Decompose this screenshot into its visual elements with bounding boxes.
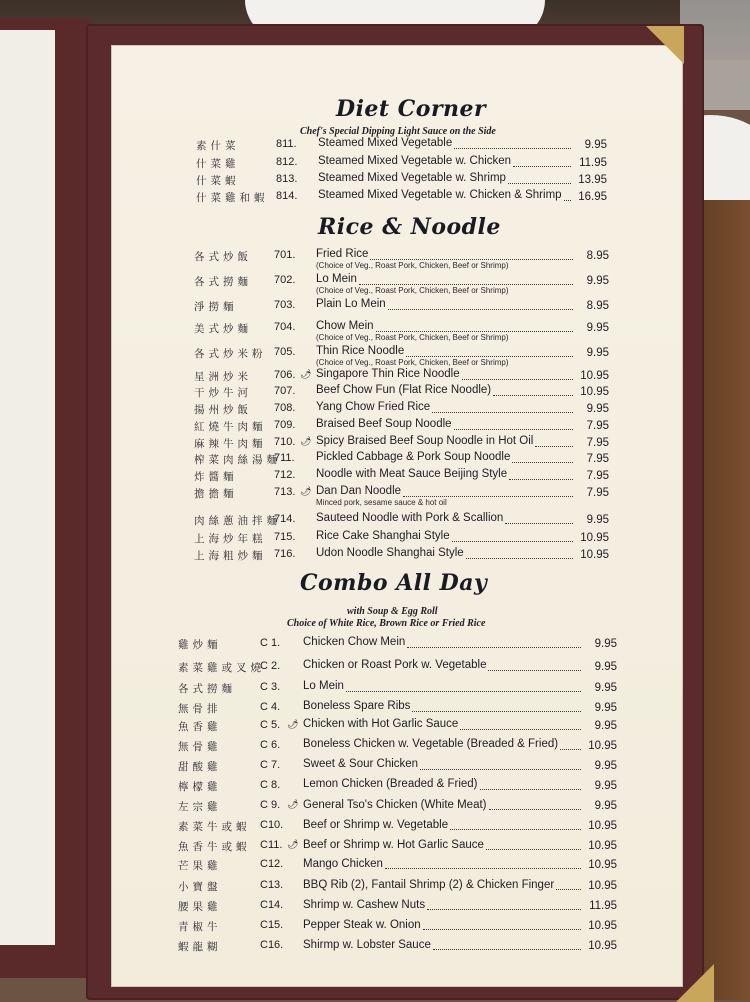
chinese-name: 炸醬麵 (194, 471, 238, 483)
dotted-leader (432, 412, 573, 413)
item-note: (Choice of Veg., Roast Pork, Chicken, Beef or Shrimp) (316, 286, 509, 295)
item-name: BBQ Rib (2), Fantail Shrimp (2) & Chicken Finger (303, 878, 555, 891)
chinese-name: 魚香牛或蝦 (178, 841, 251, 853)
item-price: 7.95 (586, 487, 609, 499)
item-price: 9.95 (586, 275, 609, 287)
item-price: 10.95 (588, 920, 617, 932)
chinese-name: 上海炒年糕 (194, 533, 267, 545)
item-price: 10.95 (588, 820, 617, 832)
chinese-name: 上海粗炒麵 (194, 550, 267, 562)
item-code: C 1. (260, 637, 281, 649)
item-code: C 9. (260, 799, 281, 811)
dotted-leader (462, 379, 573, 380)
item-name: General Tso's Chicken (White Meat) (303, 798, 487, 811)
dotted-leader (385, 868, 581, 869)
item-name: Dan Dan Noodle (316, 485, 402, 497)
chinese-name: 蝦龍糊 (178, 941, 222, 953)
item-price: 9.95 (594, 702, 617, 714)
item-code: 710. (274, 436, 296, 448)
dotted-leader (406, 356, 573, 357)
item-code: 703. (274, 299, 296, 311)
item-code: C14. (260, 899, 284, 911)
dotted-leader (376, 331, 573, 332)
chinese-name: 各式撈麵 (194, 276, 252, 288)
item-code: C 3. (260, 681, 281, 693)
dotted-leader (433, 949, 581, 950)
item-price: 7.95 (586, 453, 609, 465)
section-subtitle: with Soup & Egg Roll (347, 606, 438, 617)
item-name: Pickled Cabbage & Pork Soup Noodle (316, 451, 511, 463)
item-name: Boneless Chicken w. Vegetable (Breaded & Fried) (303, 738, 559, 751)
dotted-leader (346, 691, 581, 692)
item-code: C 6. (260, 739, 281, 751)
item-code: 811. (276, 138, 297, 150)
item-note: (Choice of Veg., Roast Pork, Chicken, Beef or Shrimp) (316, 358, 509, 367)
dotted-leader (407, 647, 581, 648)
item-name: Thin Rice Noodle (316, 345, 405, 357)
item-price: 7.95 (586, 420, 609, 432)
section-subtitle: Chef's Special Dipping Light Sauce on the Side (300, 126, 496, 137)
dotted-leader (509, 479, 573, 480)
chinese-name: 星洲炒米 (194, 371, 252, 383)
item-price: 10.95 (580, 370, 609, 382)
item-name: Beef or Shrimp w. Vegetable (303, 818, 449, 831)
chinese-name: 紅燒牛肉麵 (194, 421, 267, 433)
item-price: 9.95 (594, 682, 617, 694)
item-name: Sauteed Noodle with Pork & Scallion (316, 512, 504, 524)
chinese-name: 素菜雞或叉燒 (178, 662, 265, 674)
item-code: 716. (274, 548, 296, 560)
dotted-leader (488, 670, 581, 671)
item-price: 9.95 (594, 760, 617, 772)
item-code: 714. (274, 513, 296, 525)
section-subtitle: Choice of White Rice, Brown Rice or Fried Rice (287, 618, 486, 629)
item-name: Chicken Chow Mein (303, 636, 406, 648)
item-code: 704. (274, 321, 296, 333)
item-name: Yang Chow Fried Rice (316, 401, 431, 413)
item-name: Lemon Chicken (Breaded & Fried) (303, 778, 478, 791)
item-name: Steamed Mixed Vegetable w. Shrimp (318, 172, 506, 184)
item-code: C10. (260, 819, 284, 831)
item-name: Sweet & Sour Chicken (303, 758, 419, 771)
item-price: 9.95 (594, 780, 617, 792)
item-code: C11. (260, 839, 283, 851)
chinese-name: 各式炒米粉 (194, 348, 267, 360)
item-code: C15. (260, 919, 284, 931)
item-code: 706. (274, 369, 296, 381)
chinese-name: 各式炒飯 (194, 251, 252, 263)
item-name: Noodle with Meat Sauce Beijing Style (316, 468, 508, 480)
dotted-leader (412, 711, 581, 712)
item-price: 11.95 (579, 157, 607, 169)
item-code: C13. (260, 879, 284, 891)
chinese-name: 小寶盤 (178, 881, 222, 893)
dotted-leader (480, 789, 582, 790)
spicy-icon: 🌶 (300, 487, 312, 497)
dotted-leader (535, 446, 573, 447)
item-price: 16.95 (578, 191, 607, 203)
chinese-name: 什菜雞 (196, 158, 240, 170)
spicy-icon: 🌶 (300, 370, 312, 380)
dotted-leader (466, 558, 573, 559)
dotted-leader (420, 769, 581, 770)
dotted-leader (454, 148, 571, 149)
item-price: 10.95 (580, 532, 609, 544)
item-code: 705. (274, 346, 296, 358)
item-code: 814. (276, 190, 298, 202)
item-name: Udon Noodle Shanghai Style (316, 547, 464, 559)
dotted-leader (450, 829, 581, 830)
item-price: 9.95 (594, 720, 617, 732)
item-name: Beef Chow Fun (Flat Rice Noodle) (316, 384, 492, 396)
item-code: C 4. (260, 701, 281, 713)
item-note: (Choice of Veg., Roast Pork, Chicken, Beef or Shrimp) (316, 261, 509, 270)
item-name: Plain Lo Mein (316, 298, 386, 310)
dotted-leader (427, 909, 581, 910)
item-price: 8.95 (586, 300, 609, 312)
dotted-leader (513, 166, 571, 167)
spicy-icon: 🌶 (300, 437, 312, 447)
chinese-name: 麻辣牛肉麵 (194, 438, 267, 450)
item-name: Chicken with Hot Garlic Sauce (303, 718, 459, 731)
chinese-name: 淨撈麵 (194, 301, 238, 313)
item-code: 813. (276, 173, 298, 185)
item-code: 711. (274, 452, 295, 464)
item-name: Shirmp w. Lobster Sauce (303, 938, 431, 951)
dotted-leader (489, 809, 582, 810)
item-code: 715. (274, 531, 296, 543)
item-price: 9.95 (586, 322, 609, 334)
item-name: Pepper Steak w. Onion (303, 918, 421, 931)
item-code: C 5. (260, 719, 281, 731)
item-name: Fried Rice (316, 248, 369, 260)
dotted-leader (454, 429, 573, 430)
item-code: C12. (260, 858, 284, 870)
item-name: Singapore Thin Rice Noodle (316, 368, 460, 380)
item-code: 702. (274, 274, 296, 286)
item-price: 10.95 (580, 386, 609, 398)
chinese-name: 魚香雞 (178, 721, 222, 733)
chinese-name: 芒果雞 (178, 860, 222, 872)
chinese-name: 素菜牛或蝦 (178, 821, 251, 833)
spicy-icon: 🌶 (287, 800, 299, 810)
item-name: Rice Cake Shanghai Style (316, 530, 450, 542)
item-price: 9.95 (594, 800, 617, 812)
dotted-leader (460, 729, 581, 730)
item-code: C 8. (260, 779, 281, 791)
item-price: 9.95 (586, 347, 609, 359)
chinese-name: 腰果雞 (178, 901, 222, 913)
item-code: C 7. (260, 759, 281, 771)
chinese-name: 素什菜 (196, 140, 240, 152)
chinese-name: 甜酸雞 (178, 761, 222, 773)
item-code: C 2. (260, 660, 281, 672)
dotted-leader (370, 259, 573, 260)
item-price: 11.95 (589, 900, 617, 912)
item-code: 812. (276, 156, 298, 168)
spicy-icon: 🌶 (287, 840, 299, 850)
chinese-name: 擔擔麵 (194, 488, 238, 500)
item-price: 9.95 (594, 661, 617, 673)
item-name: Mango Chicken (303, 857, 383, 870)
item-price: 10.95 (588, 940, 617, 952)
item-price: 9.95 (586, 514, 609, 526)
item-code: 709. (274, 419, 296, 431)
chinese-name: 無骨排 (178, 703, 222, 715)
item-name: Steamed Mixed Vegetable w. Chicken (318, 155, 512, 167)
dotted-leader (560, 749, 581, 750)
dotted-leader (452, 541, 573, 542)
chinese-name: 檸檬雞 (178, 781, 222, 793)
dotted-leader (486, 849, 581, 850)
chinese-name: 各式撈麵 (178, 683, 236, 695)
item-code: 712. (274, 469, 296, 481)
item-price: 9.95 (586, 403, 609, 415)
chinese-name: 美式炒麵 (194, 323, 252, 335)
item-price: 7.95 (586, 470, 609, 482)
item-name: Boneless Spare Ribs (303, 700, 411, 713)
dotted-leader (508, 183, 571, 184)
item-name: Chow Mein (316, 320, 374, 332)
chinese-name: 肉絲蔥油拌麵 (194, 515, 281, 527)
item-price: 8.95 (586, 250, 609, 262)
item-price: 10.95 (588, 840, 617, 852)
item-name: Shrimp w. Cashew Nuts (303, 898, 426, 911)
dotted-leader (564, 200, 571, 201)
item-code: 708. (274, 402, 296, 414)
item-price: 10.95 (588, 740, 617, 752)
chinese-name: 青椒牛 (178, 921, 222, 933)
dotted-leader (556, 889, 581, 890)
item-name: Steamed Mixed Vegetable (318, 137, 453, 149)
item-name: Beef or Shrimp w. Hot Garlic Sauce (303, 838, 484, 851)
item-price: 7.95 (586, 437, 609, 449)
chinese-name: 干炒牛河 (194, 387, 252, 399)
chinese-name: 雞炒麵 (178, 639, 222, 651)
section-title: Diet Corner (336, 96, 487, 122)
section-title: Combo All Day (300, 570, 488, 596)
item-price: 13.95 (578, 174, 607, 186)
item-price: 10.95 (588, 880, 617, 892)
chinese-name: 什菜雞和蝦 (196, 192, 269, 204)
item-note: Minced pork, sesame sauce & hot oil (316, 498, 447, 507)
dotted-leader (493, 395, 573, 396)
item-code: 701. (274, 249, 296, 261)
dotted-leader (359, 284, 573, 285)
item-price: 9.95 (584, 139, 607, 151)
chinese-name: 無骨雞 (178, 741, 222, 753)
section-title: Rice & Noodle (318, 214, 501, 240)
dotted-leader (505, 523, 573, 524)
spicy-icon: 🌶 (287, 720, 299, 730)
item-price: 10.95 (580, 549, 609, 561)
item-name: Braised Beef Soup Noodle (316, 418, 452, 430)
dotted-leader (512, 462, 573, 463)
item-name: Steamed Mixed Vegetable w. Chicken & Shrimp (318, 189, 562, 201)
item-name: Lo Mein (303, 680, 344, 693)
item-name: Lo Mein (316, 273, 357, 285)
item-code: 713. (274, 486, 296, 498)
item-name: Spicy Braised Beef Soup Noodle in Hot Oil (316, 435, 534, 447)
dotted-leader (403, 496, 573, 497)
chinese-name: 榨菜肉絲湯麵 (194, 454, 281, 466)
dotted-leader (423, 929, 581, 930)
item-code: C16. (260, 939, 284, 951)
item-name: Chicken or Roast Pork w. Vegetable (303, 659, 487, 672)
chinese-name: 揚州炒飯 (194, 404, 252, 416)
item-note: (Choice of Veg., Roast Pork, Chicken, Beef or Shrimp) (316, 333, 509, 342)
chinese-name: 什菜蝦 (196, 175, 240, 187)
chinese-name: 左宗雞 (178, 801, 222, 813)
item-price: 10.95 (588, 859, 617, 871)
item-code: 707. (274, 385, 296, 397)
dotted-leader (388, 309, 573, 310)
item-price: 9.95 (594, 638, 617, 650)
